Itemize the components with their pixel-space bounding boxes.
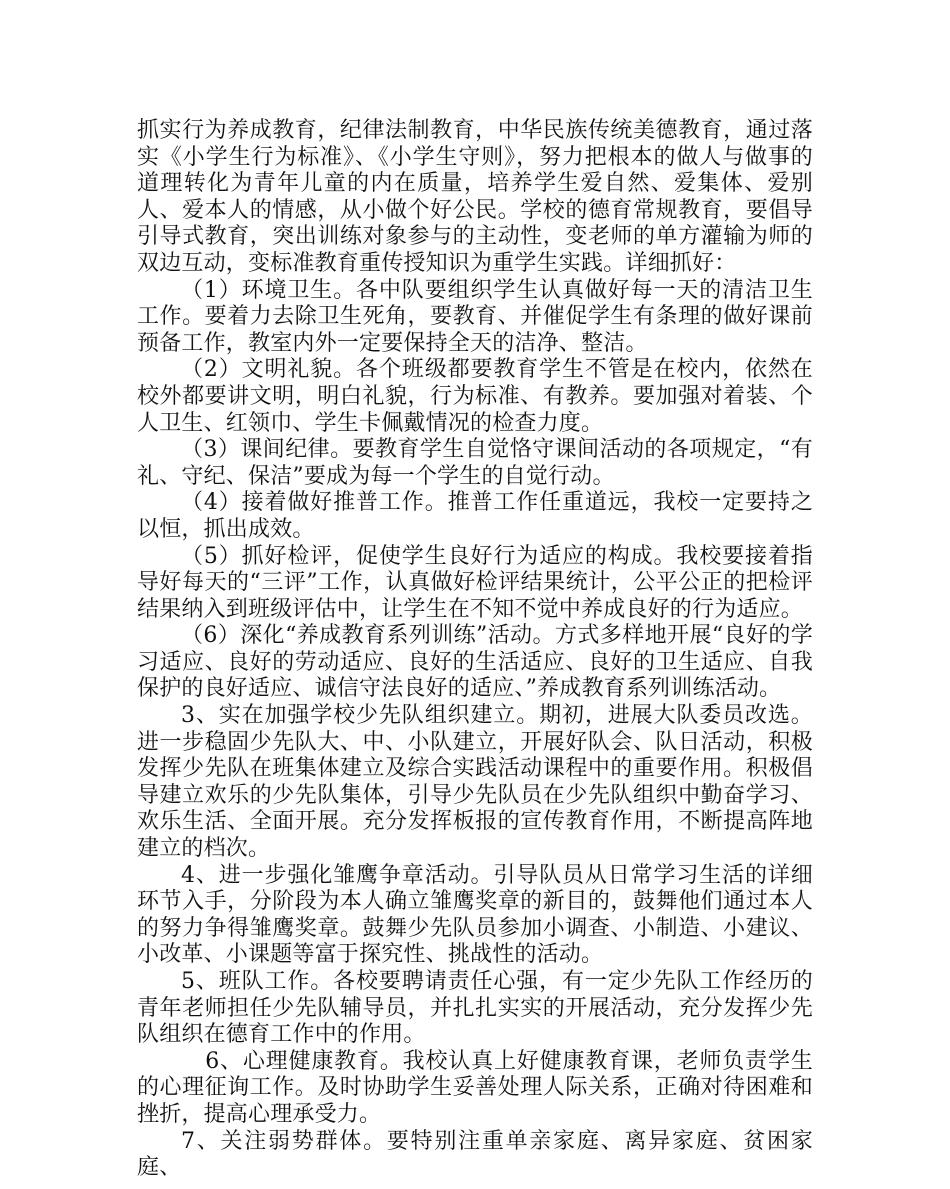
paragraph-inspection-evaluation: （5）抓好检评，促使学生良好行为适应的构成。我校要接着指导好每天的“三评”工作，认真做好检评结果统计，公平公正的把检评结果纳入到班级评估中，让学生在不知不觉中养成良好的行为适应。 [137,543,813,622]
paragraph-young-pioneers-organization: 3、实在加强学校少先队组织建立。期初，进展大队委员改选。进一步稳固少先队大、中、小队建立，开展好队会、队日活动，积极发挥少先队在班集体建立及综合实践活动课程中的重要作用。积极倡导建立欢乐的少先队集体，引导少先队员在少先队组织中勤奋学习、欢乐生活、全面开展。充分发挥板报的宣传教育作用，不断提高阵地建立的档次。 [137,703,813,862]
paragraph-habit-training: （6）深化“养成教育系列训练”活动。方式多样地开展“良好的学习适应、良好的劳动适应、良好的生活适应、良好的卫生适应、自我保护的良好适应、诚信守法良好的适应、”养成教育系列训练活动。 [137,623,813,702]
paragraph-eagle-badge-activity: 4、进一步强化雏鹰争章活动。引导队员从日常学习生活的详细环节入手，分阶段为本人确立雏鹰奖章的新目的，鼓舞他们通过本人的努力争得雏鹰奖章。鼓舞少先队员参加小调查、小制造、小建议、小改革、小课题等富于探究性、挑战性的活动。 [137,862,813,968]
paragraph-mental-health: 6、心理健康教育。我校认真上好健康教育课，老师负责学生的心理征询工作。及时协助学生妥善处理人际关系，正确对待困难和挫折，提高心理承受力。 [137,1048,813,1127]
paragraph-civility-courtesy: （2）文明礼貌。各个班级都要教育学生不管是在校内，依然在校外都要讲文明，明白礼貌，行为标准、有教养。要加强对着装、个人卫生、红领巾、学生卡佩戴情况的检查力度。 [137,357,813,436]
paragraph-vulnerable-groups: 7、关注弱势群体。要特别注重单亲家庭、离异家庭、贫困家庭、 [137,1128,813,1181]
paragraph-mandarin-promotion: （4）接着做好推普工作。推普工作任重道远，我校一定要持之以恒，抓出成效。 [137,490,813,542]
paragraph-environment-hygiene: （1）环境卫生。各中队要组织学生认真做好每一天的清洁卫生工作。要着力去除卫生死角，要教育、并催促学生有条理的做好课前预备工作，教室内外一定要保持全天的洁净、整洁。 [137,277,813,356]
paragraph-class-team-work: 5、班队工作。各校要聘请责任心强，有一定少先队工作经历的青年老师担任少先队辅导员，并扎扎实实的开展活动，充分发挥少先队组织在德育工作中的作用。 [137,969,813,1048]
paragraph-recess-discipline: （3）课间纪律。要教育学生自觉恪守课间活动的各项规定，“有礼、守纪、保洁”要成为每一个学生的自觉行动。 [137,437,813,489]
paragraph-moral-education-intro: 抓实行为养成教育，纪律法制教育，中华民族传统美德教育，通过落实《小学生行为标准》、《小学生守则》，努力把根本的做人与做事的道理转化为青年儿童的内在质量，培养学生爱自然、爱集体、爱别人、爱本人的情感，从小做个好公民。学校的德育常规教育，要倡导引导式教育，突出训练对象参与的主动性，变老师的单方灌输为师的双边互动，变标准教育重传授知识为重学生实践。详细抓好： [137,118,813,276]
body-text [137,118,813,1182]
